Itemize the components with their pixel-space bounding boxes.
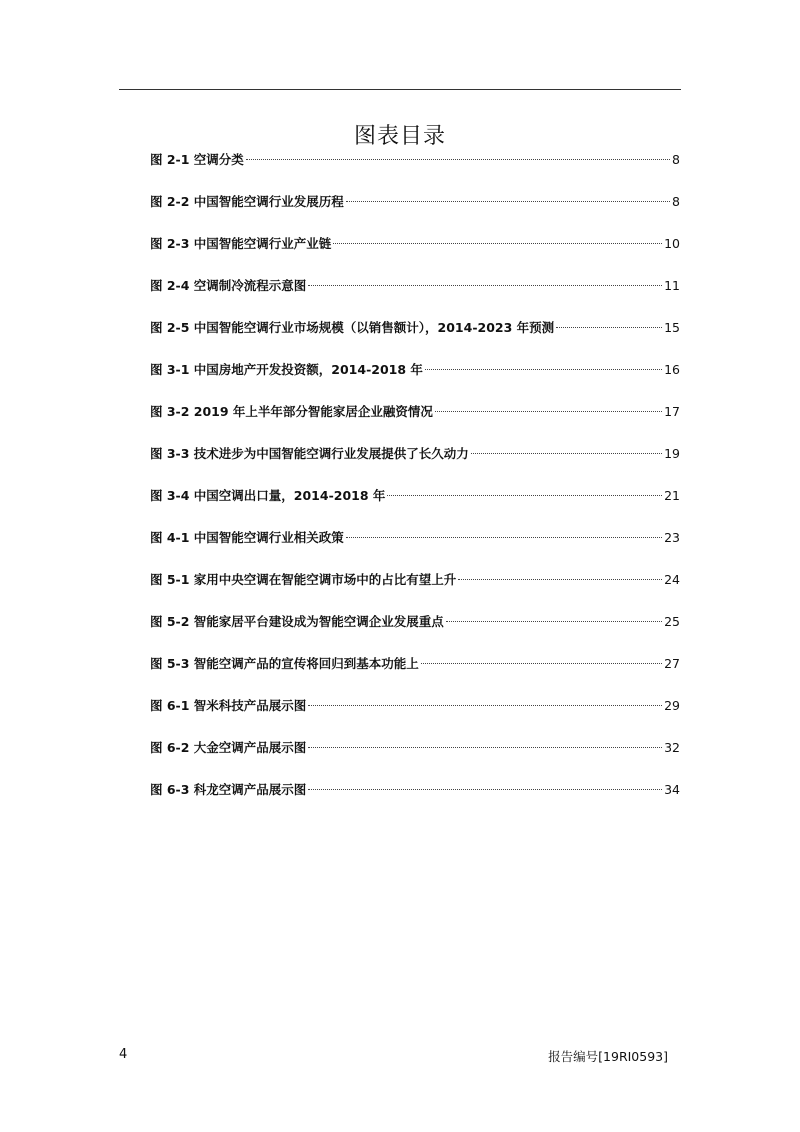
toc-entry-label: 图 2-4 空调制冷流程示意图 bbox=[150, 278, 307, 293]
toc-entry-page: 21 bbox=[664, 488, 680, 503]
toc-entry-page: 10 bbox=[664, 236, 680, 251]
toc-entry-label: 图 4-1 中国智能空调行业相关政策 bbox=[150, 530, 344, 545]
toc-leader-dots bbox=[333, 243, 662, 244]
toc-entry[interactable] bbox=[150, 779, 680, 821]
toc-entry-page: 25 bbox=[664, 614, 680, 629]
toc-entry[interactable] bbox=[150, 317, 680, 359]
toc-leader-dots bbox=[435, 411, 662, 412]
toc-entry[interactable] bbox=[150, 611, 680, 653]
toc-entry-label: 图 3-4 中国空调出口量，2014-2018 年 bbox=[150, 488, 386, 503]
toc-entry-page: 32 bbox=[664, 740, 680, 755]
footer-page-number: 4 bbox=[119, 1047, 128, 1062]
toc-entry-label: 图 3-2 2019 年上半年部分智能家居企业融资情况 bbox=[150, 404, 433, 419]
toc-leader-dots bbox=[458, 579, 662, 580]
toc-entry-label: 图 2-3 中国智能空调行业产业链 bbox=[150, 236, 332, 251]
toc-entry[interactable] bbox=[150, 359, 680, 401]
toc-entry[interactable] bbox=[150, 653, 680, 695]
header-rule bbox=[119, 89, 681, 90]
toc-leader-dots bbox=[308, 747, 662, 748]
toc-entry-page: 16 bbox=[664, 362, 680, 377]
page-title: 图表目录 bbox=[353, 123, 446, 149]
toc-entry-page: 17 bbox=[664, 404, 680, 419]
toc-leader-dots bbox=[446, 621, 662, 622]
toc-entry-page: 27 bbox=[664, 656, 680, 671]
toc-entry-page: 24 bbox=[664, 572, 680, 587]
toc-entry-label: 图 2-1 空调分类 bbox=[150, 152, 244, 167]
toc-leader-dots bbox=[308, 285, 662, 286]
toc-entry[interactable] bbox=[150, 737, 680, 779]
toc-entry[interactable] bbox=[150, 443, 680, 485]
toc-leader-dots bbox=[556, 327, 662, 328]
toc-entry[interactable] bbox=[150, 401, 680, 443]
toc-entry[interactable] bbox=[150, 275, 680, 317]
toc-entry[interactable] bbox=[150, 569, 680, 611]
toc-leader-dots bbox=[308, 705, 662, 706]
toc-leader-dots bbox=[425, 369, 662, 370]
toc-entry-label: 图 2-2 中国智能空调行业发展历程 bbox=[150, 194, 344, 209]
toc-entry-label: 图 5-1 家用中央空调在智能空调市场中的占比有望上升 bbox=[150, 572, 457, 587]
footer-report-id: 报告编号[19RI0593] bbox=[548, 1049, 668, 1064]
toc-leader-dots bbox=[471, 453, 662, 454]
toc-entry-label: 图 2-5 中国智能空调行业市场规模（以销售额计），2014-2023 年预测 bbox=[150, 320, 555, 335]
toc-entry-page: 19 bbox=[664, 446, 680, 461]
toc-entry-label: 图 3-3 技术进步为中国智能空调行业发展提供了长久动力 bbox=[150, 446, 469, 461]
toc-leader-dots bbox=[421, 663, 662, 664]
toc-entry[interactable] bbox=[150, 527, 680, 569]
toc-entry[interactable] bbox=[150, 695, 680, 737]
toc-list bbox=[150, 149, 680, 821]
toc-entry-page: 8 bbox=[672, 194, 680, 209]
toc-entry-label: 图 3-1 中国房地产开发投资额，2014-2018 年 bbox=[150, 362, 423, 377]
toc-entry-page: 8 bbox=[672, 152, 680, 167]
toc-entry-label: 图 6-3 科龙空调产品展示图 bbox=[150, 782, 307, 797]
toc-leader-dots bbox=[246, 159, 670, 160]
toc-leader-dots bbox=[346, 537, 662, 538]
toc-entry-label: 图 6-2 大金空调产品展示图 bbox=[150, 740, 307, 755]
toc-entry[interactable] bbox=[150, 149, 680, 191]
toc-leader-dots bbox=[308, 789, 662, 790]
toc-entry-page: 34 bbox=[664, 782, 680, 797]
toc-entry[interactable] bbox=[150, 191, 680, 233]
toc-entry-label: 图 5-2 智能家居平台建设成为智能空调企业发展重点 bbox=[150, 614, 444, 629]
toc-entry-page: 11 bbox=[664, 278, 680, 293]
toc-entry[interactable] bbox=[150, 485, 680, 527]
toc-entry-page: 15 bbox=[664, 320, 680, 335]
toc-entry-label: 图 6-1 智米科技产品展示图 bbox=[150, 698, 307, 713]
toc-entry-page: 23 bbox=[664, 530, 680, 545]
toc-entry-page: 29 bbox=[664, 698, 680, 713]
toc-entry-label: 图 5-3 智能空调产品的宣传将回归到基本功能上 bbox=[150, 656, 419, 671]
toc-leader-dots bbox=[387, 495, 662, 496]
toc-leader-dots bbox=[346, 201, 670, 202]
toc-entry[interactable] bbox=[150, 233, 680, 275]
